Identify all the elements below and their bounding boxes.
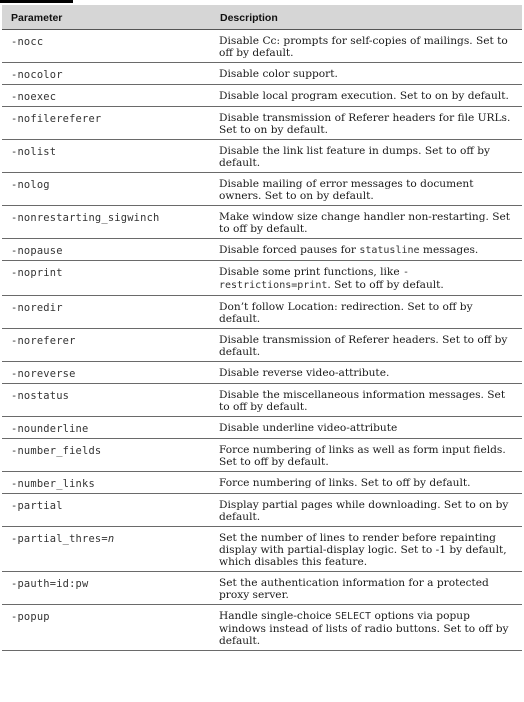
description-cell	[211, 472, 522, 494]
parameter-cell	[2, 572, 211, 605]
description-text: Disable some print functions, like	[219, 266, 403, 278]
parameter-cell	[2, 384, 211, 417]
parameter-name: -pauth=id:pw	[11, 578, 89, 590]
description-cell	[211, 85, 522, 107]
description-text: . Set to off by default.	[327, 279, 444, 291]
parameter-name: -popup	[11, 611, 50, 623]
parameter-cell	[2, 107, 211, 140]
description-text: Set the authentication information for a protected proxy server.	[219, 577, 489, 601]
description-cell	[211, 206, 522, 239]
description-text: Disable color support.	[219, 68, 338, 80]
table-row	[2, 472, 522, 494]
table-row	[2, 239, 522, 261]
description-cell	[211, 173, 522, 206]
table-row	[2, 329, 522, 362]
inline-code: -restrictions=print	[219, 267, 409, 291]
parameter-name: -number_fields	[11, 445, 102, 457]
description-text: Disable transmission of Referer headers. Set to off by default.	[219, 334, 508, 358]
description-cell	[211, 30, 522, 63]
parameter-table	[2, 5, 522, 651]
description-text: Disable local program execution. Set to on by default.	[219, 90, 509, 102]
description-cell	[211, 107, 522, 140]
description-text: Disable the link list feature in dumps. Set to off by default.	[219, 145, 491, 169]
parameter-name: -noexec	[11, 91, 57, 103]
parameter-cell	[2, 261, 211, 296]
description-text: Disable underline video-attribute	[219, 422, 398, 434]
description-cell	[211, 605, 522, 651]
description-cell	[211, 63, 522, 85]
parameter-cell	[2, 605, 211, 651]
description-cell	[211, 296, 522, 329]
description-cell	[211, 140, 522, 173]
table-row	[2, 173, 522, 206]
column-header-description: Description	[211, 5, 522, 30]
description-cell	[211, 494, 522, 527]
description-text: options via popup windows instead of lists of radio buttons. Set to off by default.	[219, 610, 509, 647]
parameter-cell	[2, 439, 211, 472]
description-text: Disable reverse video-attribute.	[219, 367, 390, 379]
table-row	[2, 384, 522, 417]
parameter-name: -nounderline	[11, 423, 89, 435]
table-row	[2, 362, 522, 384]
parameter-name: -noreverse	[11, 368, 76, 380]
table-row	[2, 140, 522, 173]
description-text: Disable the miscellaneous information messages. Set to off by default.	[219, 389, 506, 413]
parameter-cell	[2, 362, 211, 384]
description-text: Disable forced pauses for	[219, 244, 360, 256]
description-text: Force numbering of links as well as form input fields. Set to off by default.	[219, 444, 506, 468]
description-cell	[211, 417, 522, 439]
parameter-name: -nocolor	[11, 69, 63, 81]
description-cell	[211, 384, 522, 417]
description-text: Make window size change handler non-restarting. Set to off by default.	[219, 211, 511, 235]
parameter-argument: n	[107, 533, 115, 545]
description-text: Handle single-choice	[219, 610, 335, 622]
table-row	[2, 417, 522, 439]
table-row	[2, 107, 522, 140]
parameter-cell	[2, 85, 211, 107]
parameter-cell	[2, 329, 211, 362]
parameter-cell	[2, 417, 211, 439]
description-cell	[211, 329, 522, 362]
parameter-name: -partial_thres=	[11, 533, 108, 545]
table-row	[2, 261, 522, 296]
parameter-cell	[2, 206, 211, 239]
table-row	[2, 63, 522, 85]
header-rule	[0, 0, 73, 3]
description-text: Don’t follow Location: redirection. Set to off by default.	[219, 301, 473, 325]
parameter-cell	[2, 63, 211, 85]
description-text: messages.	[419, 244, 479, 256]
parameter-cell	[2, 494, 211, 527]
parameter-cell	[2, 296, 211, 329]
parameter-name: -noprint	[11, 267, 63, 279]
inline-code: statusline	[359, 245, 420, 256]
parameter-cell	[2, 239, 211, 261]
description-text: Display partial pages while downloading. Set to on by default.	[219, 499, 509, 523]
table-header	[2, 5, 522, 30]
description-cell	[211, 527, 522, 572]
parameter-cell	[2, 140, 211, 173]
parameter-name: -nocc	[11, 36, 44, 48]
parameter-cell	[2, 527, 211, 572]
parameter-name: -number_links	[11, 478, 95, 490]
description-text: Set the number of lines to render before repainting display with partial-display logic. Set to -1 by default, which disables this feature.	[219, 532, 507, 568]
table-row	[2, 30, 522, 63]
description-cell	[211, 439, 522, 472]
parameter-cell	[2, 173, 211, 206]
parameter-name: -noreferer	[11, 335, 76, 347]
description-cell	[211, 572, 522, 605]
description-text: Disable mailing of error messages to document owners. Set to on by default.	[219, 178, 474, 202]
parameter-name: -noredir	[11, 302, 63, 314]
description-text: Disable transmission of Referer headers for file URLs. Set to on by default.	[219, 112, 511, 136]
column-header-parameter: Parameter	[2, 5, 211, 30]
parameter-cell	[2, 472, 211, 494]
table-row	[2, 439, 522, 472]
table-row	[2, 605, 522, 651]
parameter-name: -partial	[11, 500, 63, 512]
description-cell	[211, 362, 522, 384]
description-cell	[211, 261, 522, 296]
parameter-cell	[2, 30, 211, 63]
table-row	[2, 494, 522, 527]
parameter-name: -nostatus	[11, 390, 70, 402]
parameter-name: -nolist	[11, 146, 57, 158]
parameter-name: -nonrestarting_sigwinch	[11, 212, 160, 224]
table-row	[2, 296, 522, 329]
description-text: Force numbering of links. Set to off by default.	[219, 477, 471, 489]
description-cell	[211, 239, 522, 261]
table-body	[2, 30, 522, 651]
table-row	[2, 572, 522, 605]
parameter-name: -nopause	[11, 245, 63, 257]
table-row	[2, 206, 522, 239]
parameter-name: -nolog	[11, 179, 50, 191]
inline-code: SELECT	[334, 611, 372, 622]
parameter-name: -nofilereferer	[11, 113, 102, 125]
table-row	[2, 527, 522, 572]
description-text: Disable Cc: prompts for self-copies of mailings. Set to off by default.	[219, 35, 508, 59]
table-row	[2, 85, 522, 107]
